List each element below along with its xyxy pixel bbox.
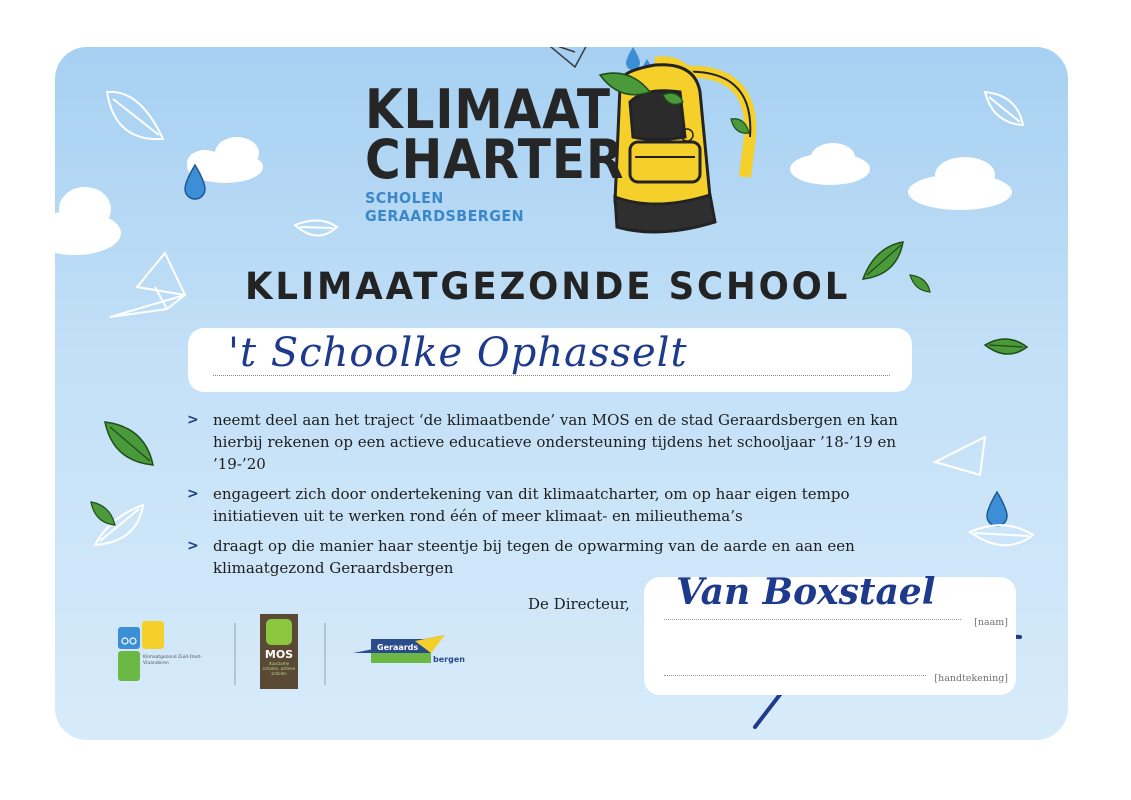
- mos-leaf-icon: [266, 619, 292, 645]
- cloud-icon: [55, 187, 121, 255]
- leaf-icon: [910, 275, 930, 292]
- dotted-line: [664, 675, 926, 676]
- page-title: KLIMAATGEZONDE SCHOOL: [245, 265, 851, 308]
- director-name: Van Boxstael: [676, 571, 936, 613]
- leaf-outline-icon: [970, 525, 1033, 545]
- paper-plane-icon: [545, 47, 590, 67]
- leaf-outline-icon: [107, 92, 163, 139]
- chevron-right-icon: >: [187, 486, 199, 502]
- paper-plane-icon: [935, 437, 985, 475]
- chevron-right-icon: >: [187, 412, 199, 428]
- klimaat-charter-logo: [365, 78, 625, 225]
- mos-logo: [260, 614, 298, 689]
- partner-logos: [115, 617, 475, 697]
- list-item: [185, 483, 915, 527]
- school-name-field: [188, 328, 912, 392]
- geraardsbergen-label-a: Geraards: [377, 643, 419, 652]
- mos-title: MOS: [264, 648, 294, 661]
- leaf-outline-icon: [985, 92, 1023, 125]
- mos-subtitle: duurzame scholen, actieve scholen: [262, 661, 296, 676]
- klimaatgezond-logo-icon: [118, 621, 164, 681]
- dotted-line: [664, 619, 961, 620]
- director-label: De Directeur,: [528, 595, 630, 613]
- school-name: 't Schoolke Ophasselt: [228, 330, 688, 376]
- name-tag: [naam]: [974, 617, 1008, 628]
- leaf-icon: [105, 422, 153, 465]
- commitment-list: [185, 409, 915, 587]
- signature-field: [644, 571, 1016, 695]
- water-drop-icon: [987, 492, 1007, 526]
- logo-line-2: CHARTER: [365, 128, 625, 191]
- logo-subtitle: SCHOLEN GERAARDSBERGEN: [365, 189, 525, 225]
- leaf-icon: [91, 502, 115, 525]
- list-item: [185, 409, 915, 475]
- cloud-icon: [790, 143, 870, 185]
- paper-plane-icon: [110, 253, 185, 317]
- leaf-icon: [863, 242, 903, 279]
- chevron-right-icon: >: [187, 538, 199, 554]
- leaf-icon: [985, 339, 1027, 354]
- leaf-outline-icon: [295, 220, 337, 235]
- list-item-text: draagt op die manier haar steentje bij tegen de opwarming van de aarde en aan een klimaatgezond Geraardsbergen: [213, 537, 855, 577]
- certificate-card: [55, 47, 1068, 740]
- list-item-text: engageert zich door ondertekening van dit klimaatcharter, om op haar eigen tempo initiatieven uit te werken rond één of meer klimaat- en milieuthema’s: [213, 485, 850, 525]
- signature-tag: [handtekening]: [934, 673, 1008, 684]
- water-drop-icon: [626, 47, 640, 70]
- klimaatgezond-label: Klimaatgezond Zuid-Oost-Vlaanderen: [143, 655, 202, 666]
- list-item-text: neemt deel aan het traject ‘de klimaatbende’ van MOS en de stad Geraardsbergen en kan hierbij rekenen op een actieve educatieve ondersteuning tijdens het schooljaar ’18-’19 en ’19-’20: [213, 411, 898, 473]
- cloud-icon: [908, 157, 1012, 210]
- geraardsbergen-label-b: bergen: [433, 655, 465, 664]
- logo-line-1: KLIMAAT: [365, 78, 611, 141]
